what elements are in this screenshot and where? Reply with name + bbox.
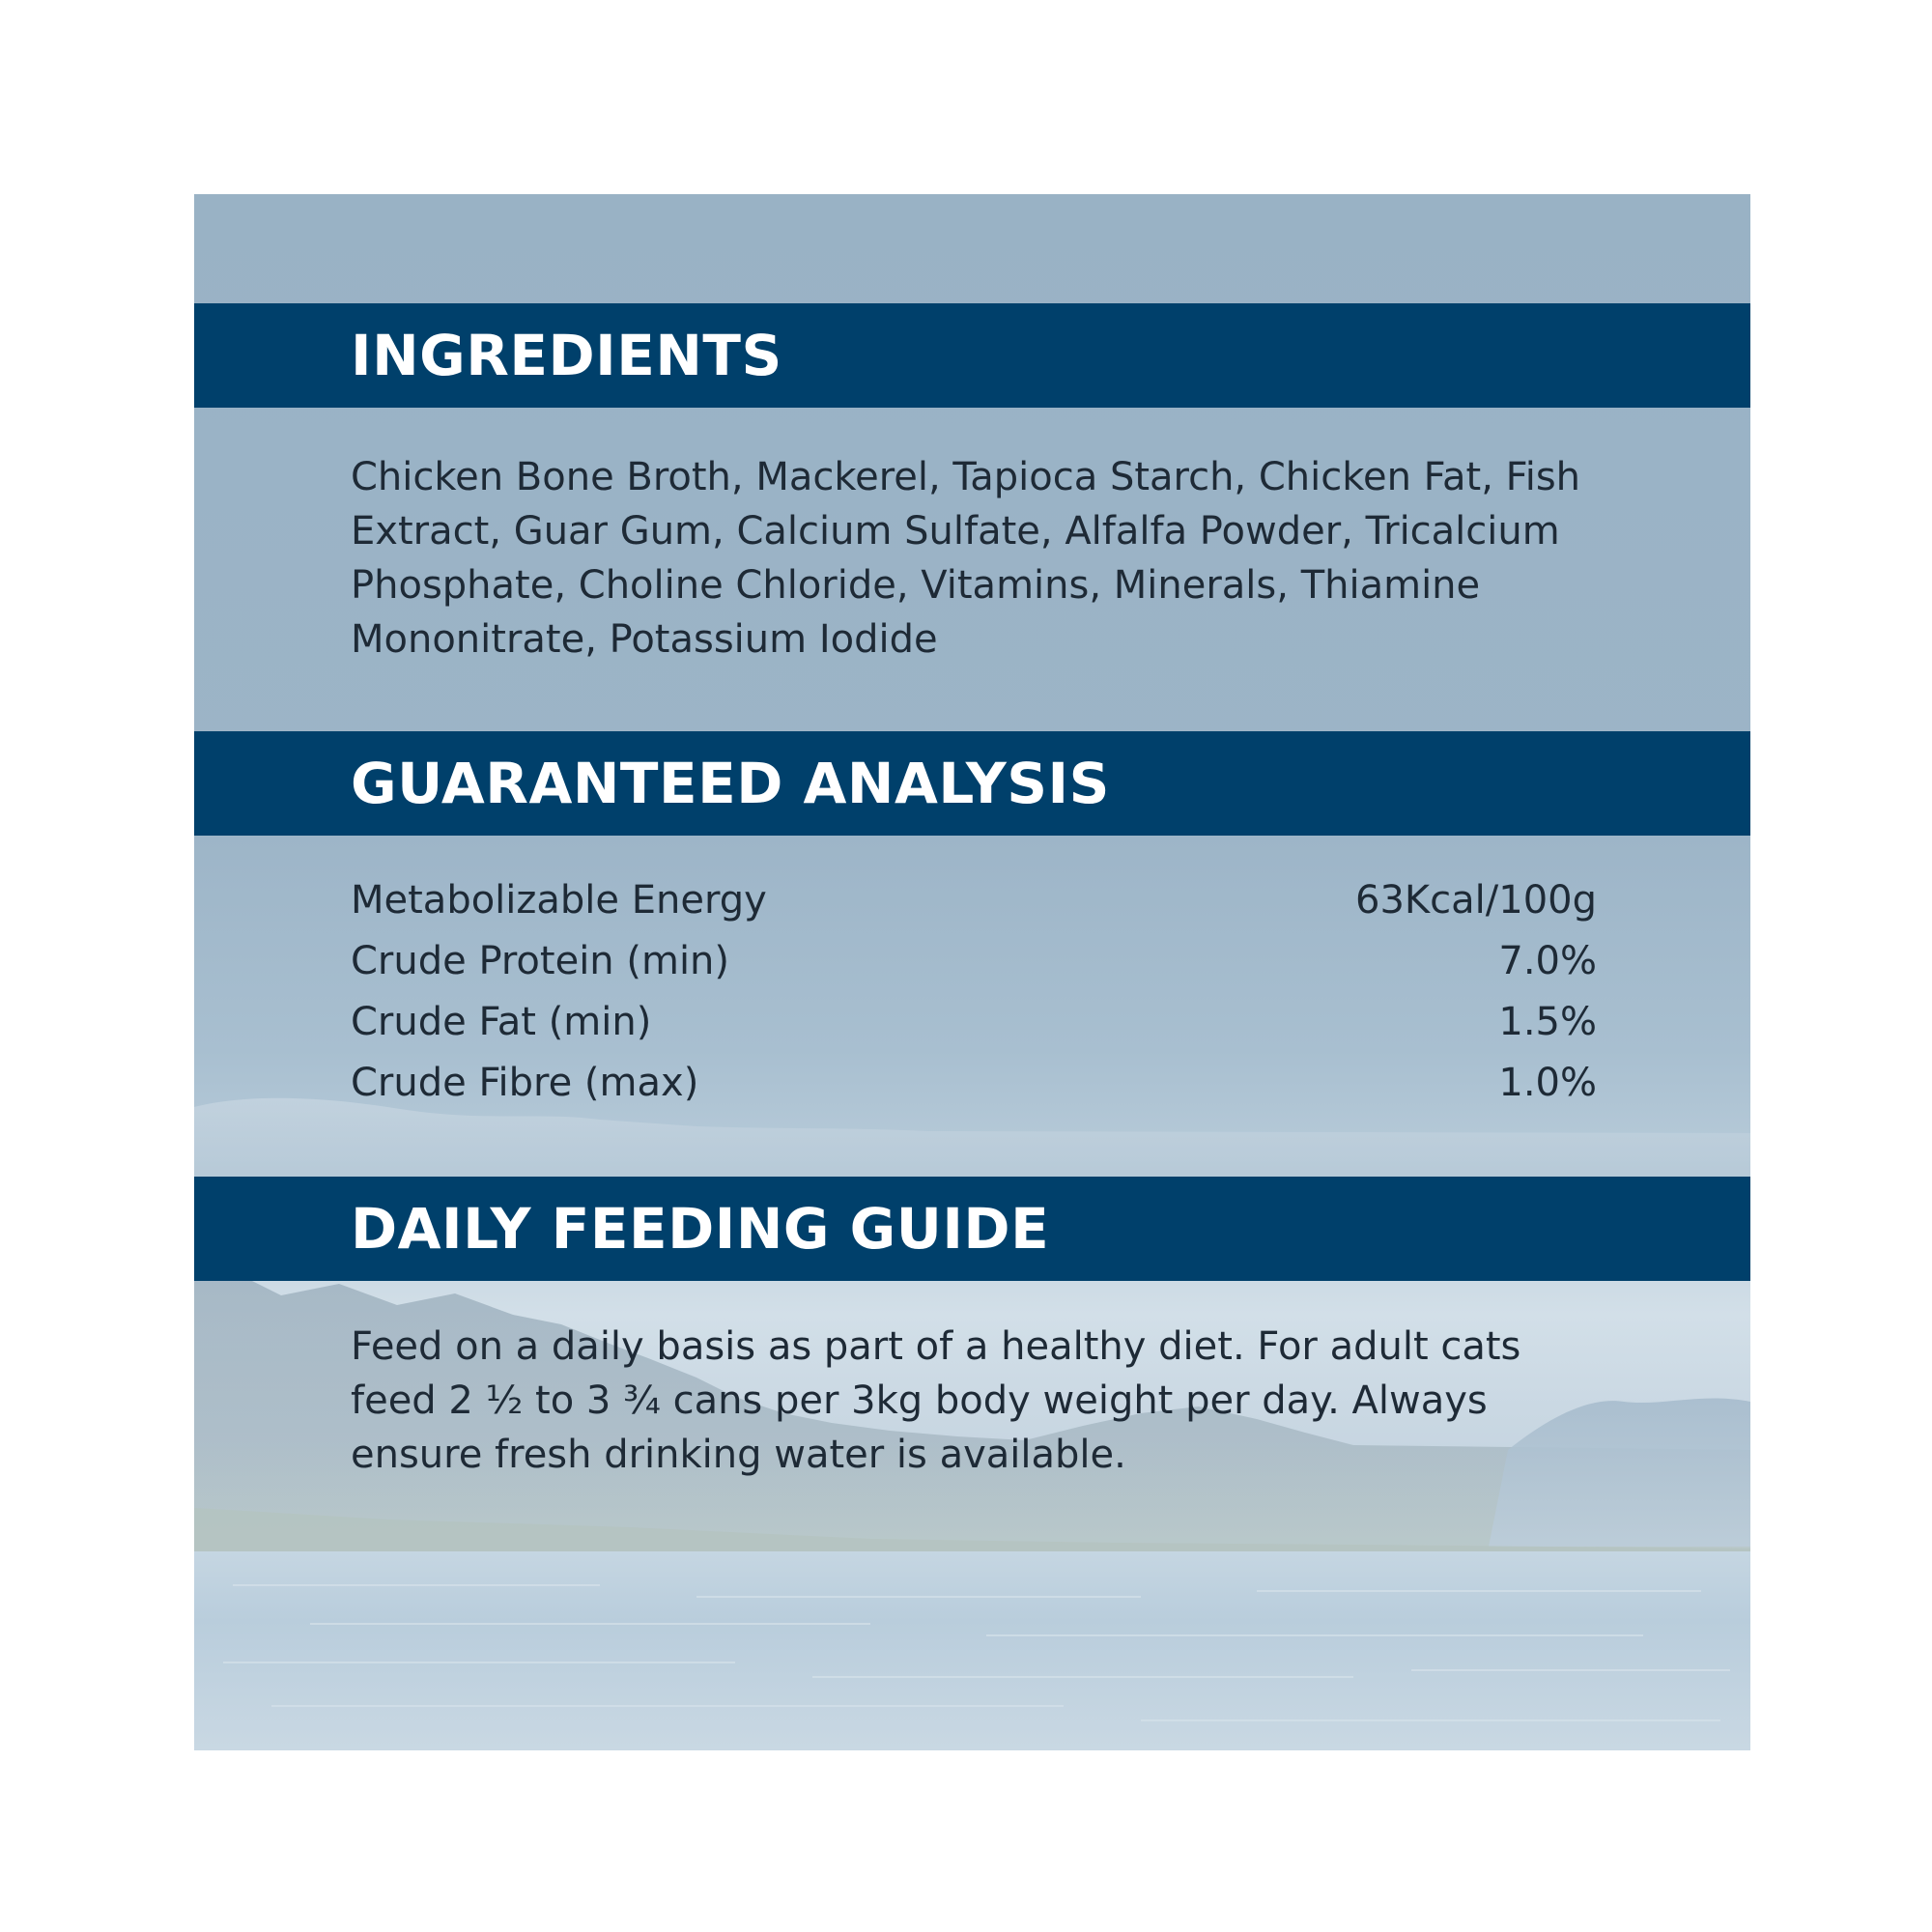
analysis-title: GUARANTEED ANALYSIS xyxy=(351,751,1110,816)
ingredients-text: Chicken Bone Broth, Mackerel, Tapioca Starch, Chicken Fat, Fish Extract, Guar Gum, Calcium Sulfate, Alfalfa Powder, Tricalcium Phosphate, Choline Chloride, Vitamins, Minerals, Thiamine Mononitrate, Potassium Iodide xyxy=(351,455,1581,662)
feeding-text: Feed on a daily basis as part of a healthy diet. For adult cats feed 2 ½ to 3 ¾ cans per 3kg body weight per day. Always ensure fresh drinking water is available. xyxy=(351,1324,1521,1477)
analysis-value: 1.0% xyxy=(1498,1060,1597,1105)
analysis-label: Metabolizable Energy xyxy=(351,877,767,923)
ingredients-header-band xyxy=(194,303,1750,408)
analysis-row xyxy=(351,930,1597,991)
analysis-value: 1.5% xyxy=(1498,999,1597,1044)
feeding-header-band xyxy=(194,1177,1750,1281)
analysis-label: Crude Fibre (max) xyxy=(351,1060,699,1105)
feeding-title: DAILY FEEDING GUIDE xyxy=(351,1196,1050,1262)
product-info-panel xyxy=(194,194,1750,1750)
analysis-table xyxy=(351,869,1597,1113)
analysis-label: Crude Protein (min) xyxy=(351,938,730,983)
analysis-row xyxy=(351,1052,1597,1113)
analysis-value: 63Kcal/100g xyxy=(1355,877,1597,923)
ingredients-title: INGREDIENTS xyxy=(351,323,782,388)
analysis-value: 7.0% xyxy=(1498,938,1597,983)
analysis-row xyxy=(351,991,1597,1052)
analysis-label: Crude Fat (min) xyxy=(351,999,652,1044)
analysis-row xyxy=(351,869,1597,930)
analysis-header-band xyxy=(194,731,1750,836)
